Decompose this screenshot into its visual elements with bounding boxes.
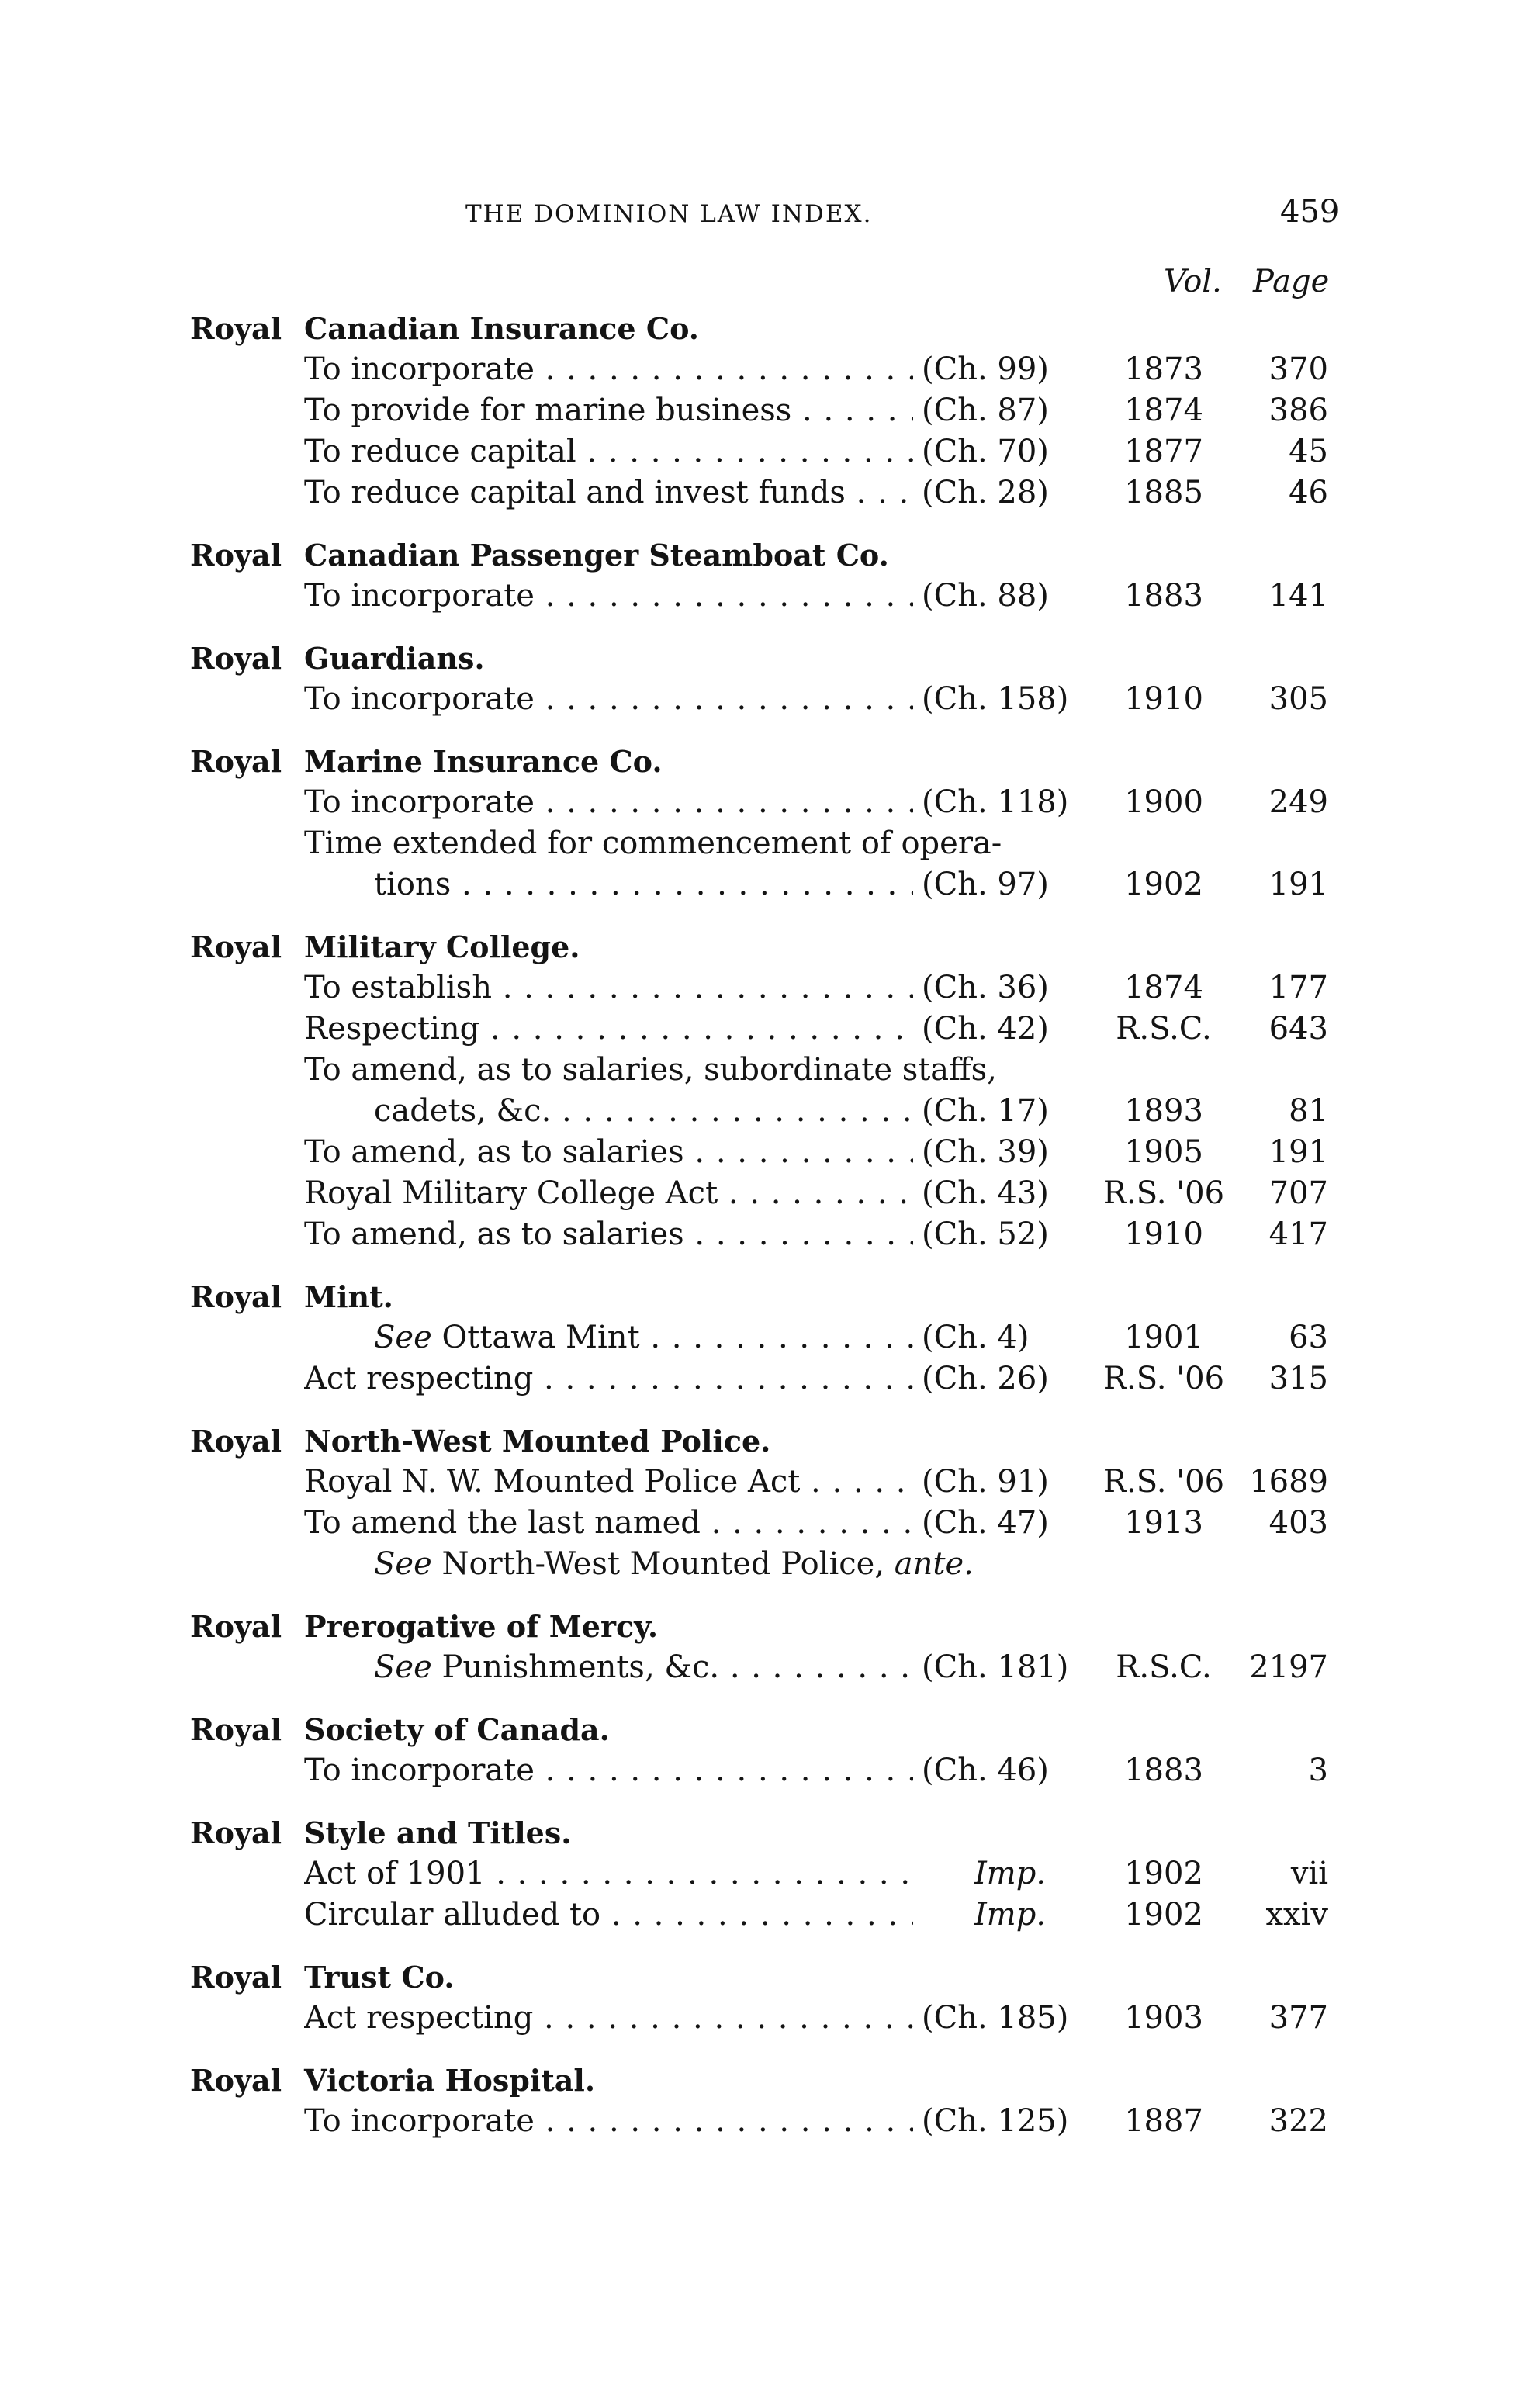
line-subject <box>374 864 913 905</box>
subject-text: To incorporate <box>304 2103 535 2139</box>
page-reference: 305 <box>1268 681 1328 717</box>
entry-heading <box>0 927 1540 967</box>
subject-text: To amend, as to salaries <box>304 1134 684 1170</box>
entry-line <box>0 1132 1540 1173</box>
volume-year: R.S.C. <box>1116 1649 1212 1685</box>
line-subject <box>304 349 913 390</box>
entry-line <box>0 823 1540 864</box>
entry-heading <box>0 742 1540 782</box>
chapter-reference: (Ch. 52) <box>915 1214 1077 1255</box>
entry-heading <box>0 1607 1540 1647</box>
chapter-reference: (Ch. 118) <box>915 782 1077 823</box>
subject-text: Respecting <box>304 1011 480 1047</box>
line-subject <box>304 1462 913 1503</box>
subject-text: To incorporate <box>304 681 535 717</box>
page-reference: 1689 <box>1249 1464 1328 1500</box>
line-subject <box>304 431 913 472</box>
volume-year: 1874 <box>1124 393 1203 428</box>
line-subject <box>304 967 913 1009</box>
chapter-reference: (Ch. 42) <box>915 1009 1077 1050</box>
page-reference: 191 <box>1268 867 1328 902</box>
page-reference: 643 <box>1268 1011 1328 1047</box>
volume-year: 1885 <box>1124 475 1203 510</box>
page-reference: 2197 <box>1249 1649 1328 1685</box>
page-reference: 315 <box>1268 1361 1328 1396</box>
index-entry <box>0 309 1540 514</box>
subject-text: Act respecting <box>304 1361 534 1396</box>
entry-heading <box>0 1710 1540 1750</box>
page-reference: 386 <box>1268 393 1328 428</box>
line-subject <box>304 1132 913 1173</box>
subject-text: To incorporate <box>304 784 535 820</box>
see-label: See <box>374 1649 432 1685</box>
page-reference: 177 <box>1268 970 1328 1005</box>
volume-year: R.S. '06 <box>1102 1361 1225 1396</box>
heading-word: Royal <box>190 1815 282 1850</box>
entry-line <box>0 472 1540 514</box>
heading-word: Royal <box>190 641 282 676</box>
line-subject: Time extended for commencement of opera- <box>304 825 1002 861</box>
entry-line <box>0 1853 1540 1895</box>
entry-line <box>0 349 1540 390</box>
line-subject <box>304 679 913 720</box>
line-subject <box>374 1647 913 1688</box>
entry-line <box>0 782 1540 823</box>
chapter-reference: (Ch. 47) <box>915 1503 1077 1544</box>
page-reference: 322 <box>1268 2103 1328 2139</box>
chapter-reference: (Ch. 181) <box>915 1647 1077 1688</box>
entry-line <box>0 1647 1540 1688</box>
volume-year: 1877 <box>1124 434 1203 469</box>
column-header-page: Page <box>1253 264 1330 299</box>
entry-line <box>0 1462 1540 1503</box>
entry-line <box>0 1503 1540 1544</box>
heading-title: Canadian Insurance Co. <box>304 311 699 346</box>
volume-year: 1910 <box>1124 1216 1203 1252</box>
line-subject <box>304 1998 913 2039</box>
volume-year: 1905 <box>1124 1134 1203 1170</box>
entry-line <box>0 1750 1540 1791</box>
chapter-reference: (Ch. 70) <box>915 431 1077 472</box>
page-reference: vii <box>1290 1856 1328 1891</box>
chapter-reference: (Ch. 185) <box>915 1998 1077 2039</box>
entry-heading <box>0 2061 1540 2101</box>
index-entries <box>0 309 1540 2164</box>
line-subject <box>304 1173 913 1214</box>
page-reference: xxiv <box>1265 1897 1328 1933</box>
entry-line <box>0 864 1540 905</box>
page-reference: 45 <box>1289 434 1328 469</box>
heading-word: Royal <box>190 1712 282 1747</box>
chapter-reference: (Ch. 4) <box>915 1317 1077 1358</box>
entry-heading <box>0 638 1540 679</box>
index-entry <box>0 638 1540 720</box>
volume-year: 1901 <box>1124 1320 1203 1355</box>
volume-year: 1887 <box>1124 2103 1203 2139</box>
chapter-reference: (Ch. 91) <box>915 1462 1077 1503</box>
column-header-vol: Vol. <box>1164 264 1222 299</box>
subject-text: tions <box>374 867 452 902</box>
subject-text: To amend the last named <box>304 1505 701 1541</box>
entry-heading <box>0 1277 1540 1317</box>
line-subject <box>304 390 913 431</box>
entry-line <box>0 1050 1540 1091</box>
volume-year: R.S. '06 <box>1102 1175 1225 1211</box>
subject-text: Act respecting <box>304 2000 534 2036</box>
page-reference: 3 <box>1308 1753 1328 1788</box>
page-reference: 63 <box>1289 1320 1328 1355</box>
index-entry <box>0 1277 1540 1400</box>
page-reference: 141 <box>1268 578 1328 614</box>
heading-word: Royal <box>190 929 282 964</box>
ante-label: ante. <box>894 1546 974 1582</box>
chapter-reference: (Ch. 97) <box>915 864 1077 905</box>
see-label: See <box>374 1546 432 1582</box>
index-entry <box>0 927 1540 1255</box>
volume-year: 1902 <box>1124 1856 1203 1891</box>
volume-year: R.S.C. <box>1116 1011 1212 1047</box>
line-subject <box>304 576 913 617</box>
index-entry <box>0 2061 1540 2142</box>
volume-year: R.S. '06 <box>1102 1464 1225 1500</box>
chapter-reference: (Ch. 125) <box>915 2101 1077 2142</box>
heading-word: Royal <box>190 1424 282 1459</box>
page-reference: 707 <box>1268 1175 1328 1211</box>
heading-title: Mint. <box>304 1279 393 1314</box>
entry-line <box>0 2101 1540 2142</box>
chapter-reference: (Ch. 99) <box>915 349 1077 390</box>
chapter-reference: (Ch. 28) <box>915 472 1077 514</box>
chapter-reference: Imp. <box>970 1853 1083 1895</box>
index-entry <box>0 742 1540 905</box>
subject-text: Circular alluded to <box>304 1897 601 1933</box>
page-reference: 403 <box>1268 1505 1328 1541</box>
heading-title: North-West Mounted Police. <box>304 1424 771 1459</box>
entry-line <box>0 1009 1540 1050</box>
volume-year: 1893 <box>1124 1093 1203 1129</box>
heading-word: Royal <box>190 2063 282 2098</box>
entry-heading <box>0 535 1540 576</box>
volume-year: 1910 <box>1124 681 1203 717</box>
line-subject <box>304 782 913 823</box>
volume-year: 1883 <box>1124 1753 1203 1788</box>
entry-heading <box>0 1957 1540 1998</box>
chapter-reference: (Ch. 17) <box>915 1091 1077 1132</box>
page-reference: 377 <box>1268 2000 1328 2036</box>
index-entry <box>0 1421 1540 1585</box>
index-entry <box>0 1957 1540 2039</box>
heading-word: Royal <box>190 744 282 779</box>
volume-year: 1902 <box>1124 1897 1203 1933</box>
subject-text: To incorporate <box>304 578 535 614</box>
chapter-reference: (Ch. 43) <box>915 1173 1077 1214</box>
page-reference: 249 <box>1268 784 1328 820</box>
entry-line <box>0 1998 1540 2039</box>
chapter-reference: (Ch. 88) <box>915 576 1077 617</box>
page-reference: 81 <box>1289 1093 1328 1129</box>
note-text: North-West Mounted Police, <box>441 1546 885 1582</box>
heading-word: Royal <box>190 538 282 573</box>
volume-year: 1903 <box>1124 2000 1203 2036</box>
subject-text: Ottawa Mint <box>441 1320 640 1355</box>
chapter-reference: (Ch. 36) <box>915 967 1077 1009</box>
entry-heading <box>0 1813 1540 1853</box>
page-reference: 191 <box>1268 1134 1328 1170</box>
line-subject <box>304 1853 913 1895</box>
heading-title: Victoria Hospital. <box>304 2063 596 2098</box>
volume-year: 1913 <box>1124 1505 1203 1541</box>
subject-text: To incorporate <box>304 1753 535 1788</box>
line-subject <box>304 2101 913 2142</box>
entry-heading <box>0 1421 1540 1462</box>
entry-line <box>0 679 1540 720</box>
entry-line <box>0 1895 1540 1936</box>
line-subject <box>304 1895 913 1936</box>
entry-line <box>0 1317 1540 1358</box>
entry-line <box>0 1173 1540 1214</box>
line-subject <box>304 472 913 514</box>
volume-year: 1902 <box>1124 867 1203 902</box>
index-entry <box>0 535 1540 617</box>
line-subject <box>304 1503 913 1544</box>
subject-text: To provide for marine business <box>304 393 792 428</box>
volume-year: 1873 <box>1124 351 1203 387</box>
page-reference: 417 <box>1268 1216 1328 1252</box>
heading-title: Prerogative of Mercy. <box>304 1609 659 1644</box>
heading-word: Royal <box>190 1609 282 1644</box>
line-subject <box>304 1358 913 1400</box>
heading-title: Guardians. <box>304 641 485 676</box>
entry-line <box>0 1214 1540 1255</box>
page-reference: 370 <box>1268 351 1328 387</box>
entry-line <box>0 1358 1540 1400</box>
subject-text: Act of 1901 <box>304 1856 486 1891</box>
heading-title: Style and Titles. <box>304 1815 572 1850</box>
entry-line <box>0 576 1540 617</box>
chapter-reference: (Ch. 46) <box>915 1750 1077 1791</box>
index-entry <box>0 1607 1540 1688</box>
subject-text: Royal N. W. Mounted Police Act <box>304 1464 801 1500</box>
heading-title: Trust Co. <box>304 1960 455 1995</box>
subject-text: Royal Military College Act <box>304 1175 718 1211</box>
entry-line <box>0 1091 1540 1132</box>
chapter-reference: Imp. <box>970 1895 1083 1936</box>
entry-line <box>0 390 1540 431</box>
line-subject <box>374 1091 913 1132</box>
entry-line <box>0 1544 1540 1585</box>
subject-text: To reduce capital and invest funds <box>304 475 846 510</box>
line-subject <box>304 1214 913 1255</box>
chapter-reference: (Ch. 39) <box>915 1132 1077 1173</box>
entry-heading <box>0 309 1540 349</box>
volume-year: 1874 <box>1124 970 1203 1005</box>
chapter-reference: (Ch. 26) <box>915 1358 1077 1400</box>
subject-text: Punishments, &c. <box>441 1649 720 1685</box>
subject-text: To reduce capital <box>304 434 576 469</box>
line-subject <box>304 1009 913 1050</box>
index-entry <box>0 1813 1540 1936</box>
heading-title: Military College. <box>304 929 580 964</box>
heading-word: Royal <box>190 311 282 346</box>
page-number: 459 <box>1280 194 1340 230</box>
subject-text: To amend, as to salaries <box>304 1216 684 1252</box>
line-subject <box>374 1317 913 1358</box>
running-head: THE DOMINION LAW INDEX. <box>465 200 873 228</box>
heading-title: Marine Insurance Co. <box>304 744 663 779</box>
heading-word: Royal <box>190 1960 282 1995</box>
see-label: See <box>374 1320 432 1355</box>
line-subject: To amend, as to salaries, subordinate staffs, <box>304 1052 997 1088</box>
cross-reference-note <box>374 1544 974 1585</box>
volume-year: 1900 <box>1124 784 1203 820</box>
chapter-reference: (Ch. 87) <box>915 390 1077 431</box>
subject-text: To establish <box>304 970 492 1005</box>
volume-year: 1883 <box>1124 578 1203 614</box>
heading-word: Royal <box>190 1279 282 1314</box>
subject-text: cadets, &c. <box>374 1093 552 1129</box>
entry-line <box>0 431 1540 472</box>
subject-text: To incorporate <box>304 351 535 387</box>
line-subject <box>304 1750 913 1791</box>
chapter-reference: (Ch. 158) <box>915 679 1077 720</box>
page-reference: 46 <box>1289 475 1328 510</box>
heading-title: Canadian Passenger Steamboat Co. <box>304 538 889 573</box>
index-entry <box>0 1710 1540 1791</box>
heading-title: Society of Canada. <box>304 1712 610 1747</box>
entry-line <box>0 967 1540 1009</box>
